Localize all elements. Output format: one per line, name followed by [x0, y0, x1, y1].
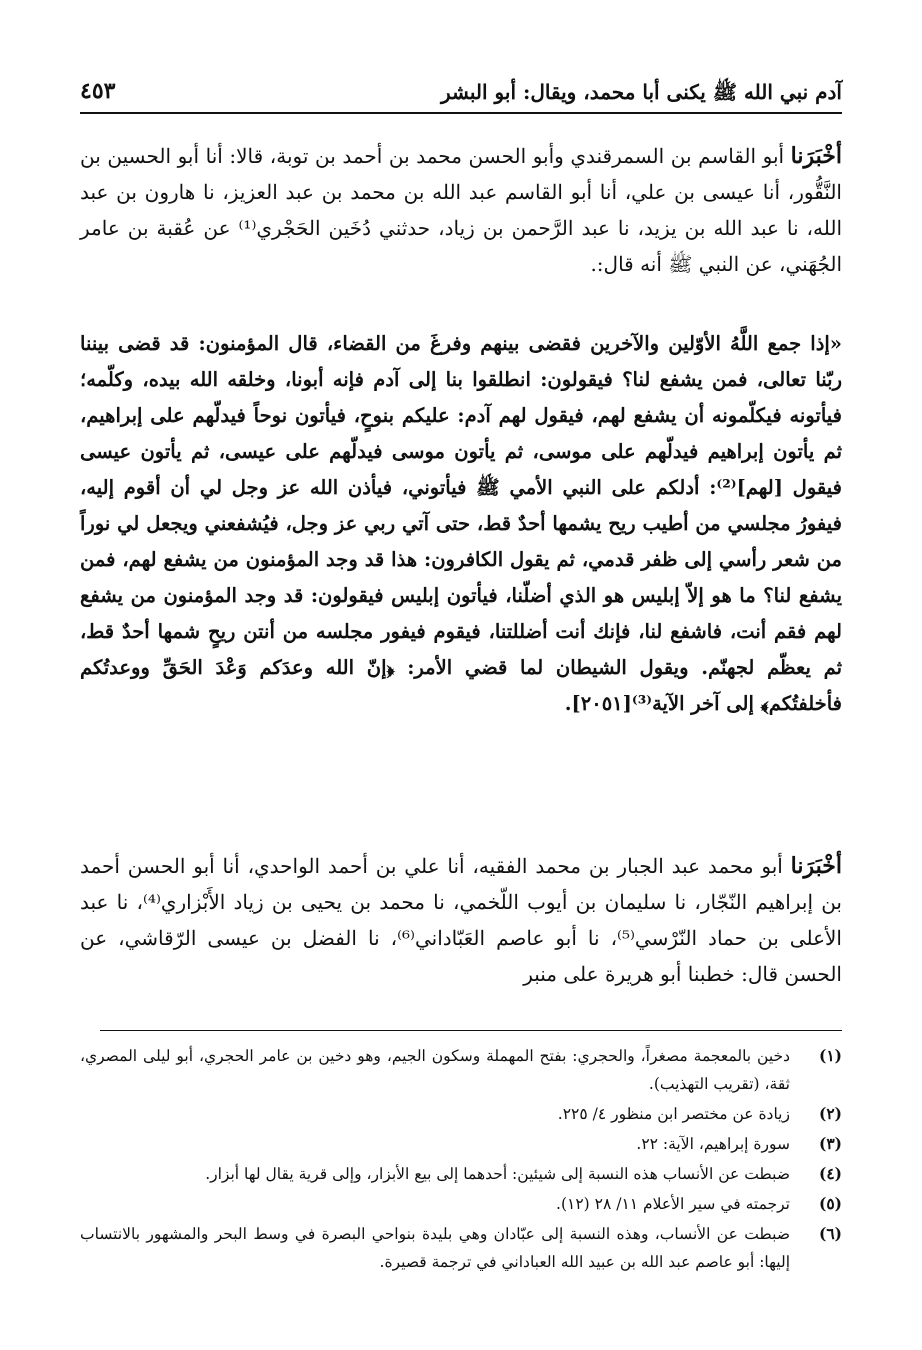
paragraph-hadith-text: [80, 326, 842, 722]
footnote-text: زيادة عن مختصر ابن منظور ٤/ ٢٢٥.: [557, 1105, 790, 1123]
footnotes: [80, 1042, 842, 1278]
footnote-divider: [100, 1030, 842, 1031]
footnote-text: دخين بالمعجمة مصغراً، والحجري: بفتح المهملة وسكون الجيم، وهو دخين بن عامر الحجري، أبو ليلى المصري، ثقة، (تقريب التهذيب).: [80, 1047, 790, 1093]
footnote-number: (٣): [818, 1134, 842, 1153]
footnote-text: ضبطت عن الأنساب، وهذه النسبة إلى عبّادان وهي بليدة بنواحي البصرة في وسط البحر والمشهور بالانتساب إليها: أبو عاصم عبد الله بن عبيد الله العباداني في ترجمة قصيرة.: [80, 1225, 790, 1271]
paragraph-text: «إذا جمع اللَّهُ الأوّلين والآخرين فقضى بينهم وفرغَ من القضاء، قال المؤمنون: قد قضى بيننا ربّنا تعالى، فمن يشفع لنا؟ فيقولون: انطلقوا بنا إلى آدم فإنه أبونا، وخلقه الله بيده، وكلّمه؛ فيأتونه فيكلّمونه أن يشفع لهم، فيقول لهم آدم: عليكم بنوحٍ، فيأتون نوحاً فيدلّهم على إبراهيم، ثم يأتون إبراهيم فيدلّهم على موسى، ثم يأتون موسى فيدلّهم على عيسى، ثم يأتون عيسى فيقول [لهم]⁽²⁾: أدلكم على النبي الأمي ﷺ فيأتوني، فيأذن الله عز وجل لي أن أقوم إليه، فيفورُ مجلسي من أطيب ريح يشمها أحدٌ قط، حتى آتي ربي عز وجل، فيُشفعني ويجعل لي نوراً من شعر رأسي إلى ظفر قدمي، ثم يقول الكافرون: هذا قد وجد المؤمنون من يشفع لهم، فمن يشفع لنا؟ ما هو إلاّ إبليس هو الذي أضلّنا، فيأتون إبليس فيقولون: قد وجد المؤمنون من يشفع لهم فقم أنت، فاشفع لنا، فإنك أنت أضللتنا، فيقوم فيفور مجلسه من أنتن ريحٍ شمها أحدٌ قط، ثم يعظّم لجهنّم. ويقول الشيطان لما قضي الأمر: ﴿إنّ الله وعدَكم وَعْدَ الحَقِّ ووعدتُكم فأخلفتُكم﴾ إلى آخر الآية⁽³⁾[٢٠٥١].: [80, 332, 842, 715]
footnote-text: ترجمته في سير الأعلام ١١/ ٢٨ (١٢).: [556, 1195, 790, 1213]
footnote-item: [80, 1190, 842, 1218]
footnote-item: [80, 1130, 842, 1158]
paragraph-text: أبو محمد عبد الجبار بن محمد الفقيه، أنا علي بن أحمد الواحدي، أنا أبو الحسن أحمد بن إبراهيم النّجّار، نا سليمان بن أيوب اللّخمي، نا محمد بن يحيى بن زياد الأَبْزاري⁽⁴⁾، نا عبد الأعلى بن حماد النّرْسي⁽⁵⁾، نا أبو عاصم العَبّاداني⁽⁶⁾، نا الفضل بن عيسى الرّقاشي، عن الحسن قال: خطبنا أبو هريرة على منبر: [80, 854, 842, 986]
footnote-number: (٢): [818, 1104, 842, 1123]
footnote-item: [80, 1160, 842, 1188]
header-title: آدم نبي الله ﷺ يكنى أبا محمد، ويقال: أبو البشر: [441, 80, 842, 104]
footnote-number: (٦): [818, 1224, 842, 1243]
paragraph-text: أبو القاسم بن السمرقندي وأبو الحسن محمد بن أحمد بن توبة، قالا: أنا أبو الحسين بن النَّقُّور، أنا عيسى بن علي، أنا أبو القاسم عبد الله بن محمد بن عبد العزيز، نا هارون بن عبد الله، نا عبد الله بن يزيد، نا عبد الرَّحمن بن زياد، حدثني دُخَين الحَجْري⁽¹⁾ عن عُقبة بن عامر الجُهَني، عن النبي ﷺ أنه قال:.: [80, 144, 843, 276]
footnote-text: سورة إبراهيم، الآية: ٢٢.: [636, 1135, 790, 1153]
page-number: ٤٥٣: [80, 78, 116, 104]
paragraph-lead-word: أخْبَرَنا: [790, 143, 842, 169]
footnote-item: [80, 1220, 842, 1276]
footnote-text: ضبطت عن الأنساب هذه النسبة إلى شيئين: أحدهما إلى بيع الأبزار، وإلى قرية يقال لها أبزار.: [205, 1165, 790, 1183]
footnote-number: (٥): [818, 1194, 842, 1213]
paragraph-lead-word: أخْبَرَنا: [790, 853, 842, 879]
footnote-item: [80, 1100, 842, 1128]
footnote-number: (١): [818, 1046, 842, 1065]
paragraph-isnad-2: [80, 848, 842, 992]
paragraph-isnad-1: [80, 138, 842, 282]
footnote-number: (٤): [818, 1164, 842, 1183]
footnote-item: [80, 1042, 842, 1098]
running-header: [80, 72, 842, 114]
